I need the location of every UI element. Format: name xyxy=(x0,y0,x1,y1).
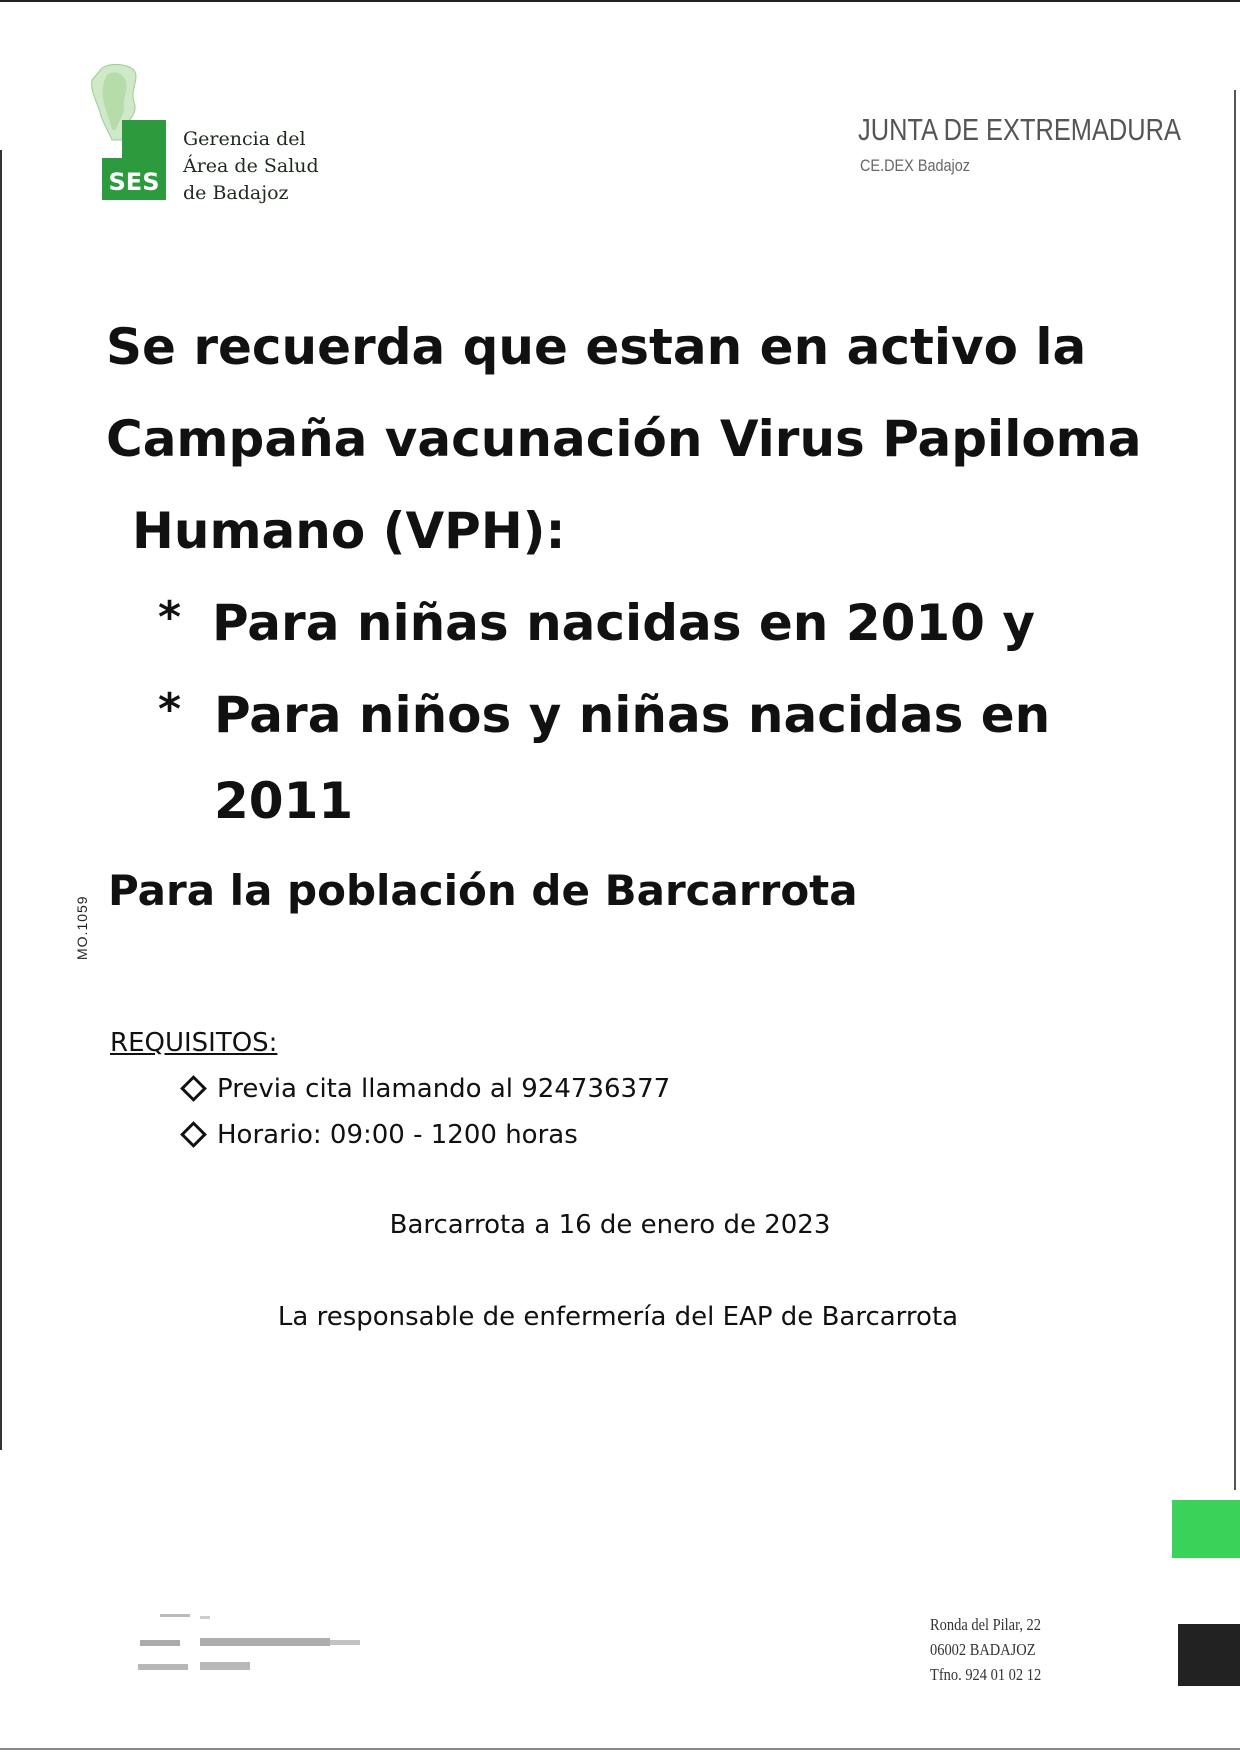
bullet-1-text: Para niñas nacidas en 2010 y xyxy=(212,594,1035,652)
org-name-line-2: Área de Salud xyxy=(183,155,319,177)
scan-edge-top xyxy=(0,0,1240,2)
signature-line: La responsable de enfermería del EAP de Barcarrota xyxy=(277,1302,959,1332)
announcement-line-1: Se recuerda que estan en activo la xyxy=(106,318,1087,376)
green-margin-tab xyxy=(1172,1500,1240,1558)
bullet-star-1: * xyxy=(158,592,182,643)
org-name xyxy=(183,126,319,207)
address-line-2: 06002 BADAJOZ xyxy=(930,1640,1036,1659)
requirements-title: REQUISITOS: xyxy=(110,1028,278,1058)
ses-logo-text: SES xyxy=(108,168,160,196)
form-code: MO.1059 xyxy=(74,895,90,960)
faded-stamp xyxy=(130,1610,380,1680)
requirement-item-1-text: Previa cita llamando al 924736377 xyxy=(217,1074,671,1104)
bullet-star-2: * xyxy=(158,684,182,735)
scan-edge-bottom xyxy=(0,1748,1240,1750)
announcement-line-3: Humano (VPH): xyxy=(132,502,566,560)
scan-edge-left xyxy=(0,150,2,1450)
bullet-2-text-line-2: 2011 xyxy=(214,772,354,830)
dark-margin-tab xyxy=(1178,1624,1240,1686)
announcement-line-2: Campaña vacunación Virus Papiloma xyxy=(106,410,1142,468)
diamond-bullet-icon xyxy=(180,1075,207,1102)
date-line: Barcarrota a 16 de enero de 2023 xyxy=(389,1210,831,1240)
address-line-1: Ronda del Pilar, 22 xyxy=(930,1615,1042,1634)
junta-subtitle: CE.DEX Badajoz xyxy=(860,156,971,175)
requirement-item-2-text: Horario: 09:00 - 1200 horas xyxy=(217,1120,578,1150)
requirement-item-1 xyxy=(180,1074,670,1104)
scan-edge-right xyxy=(1234,90,1236,1490)
ses-logo xyxy=(82,60,172,210)
requirement-item-2 xyxy=(180,1120,578,1150)
org-name-line-1: Gerencia del xyxy=(183,128,306,150)
diamond-bullet-icon xyxy=(180,1121,207,1148)
population-line: Para la población de Barcarrota xyxy=(108,866,858,915)
junta-title: JUNTA DE EXTREMADURA xyxy=(858,112,1181,147)
bullet-2-text-line-1: Para niños y niñas nacidas en xyxy=(214,686,1051,744)
address-line-3: Tfno. 924 01 02 12 xyxy=(930,1665,1042,1684)
address-block xyxy=(930,1612,1042,1687)
org-name-line-3: de Badajoz xyxy=(183,182,289,204)
